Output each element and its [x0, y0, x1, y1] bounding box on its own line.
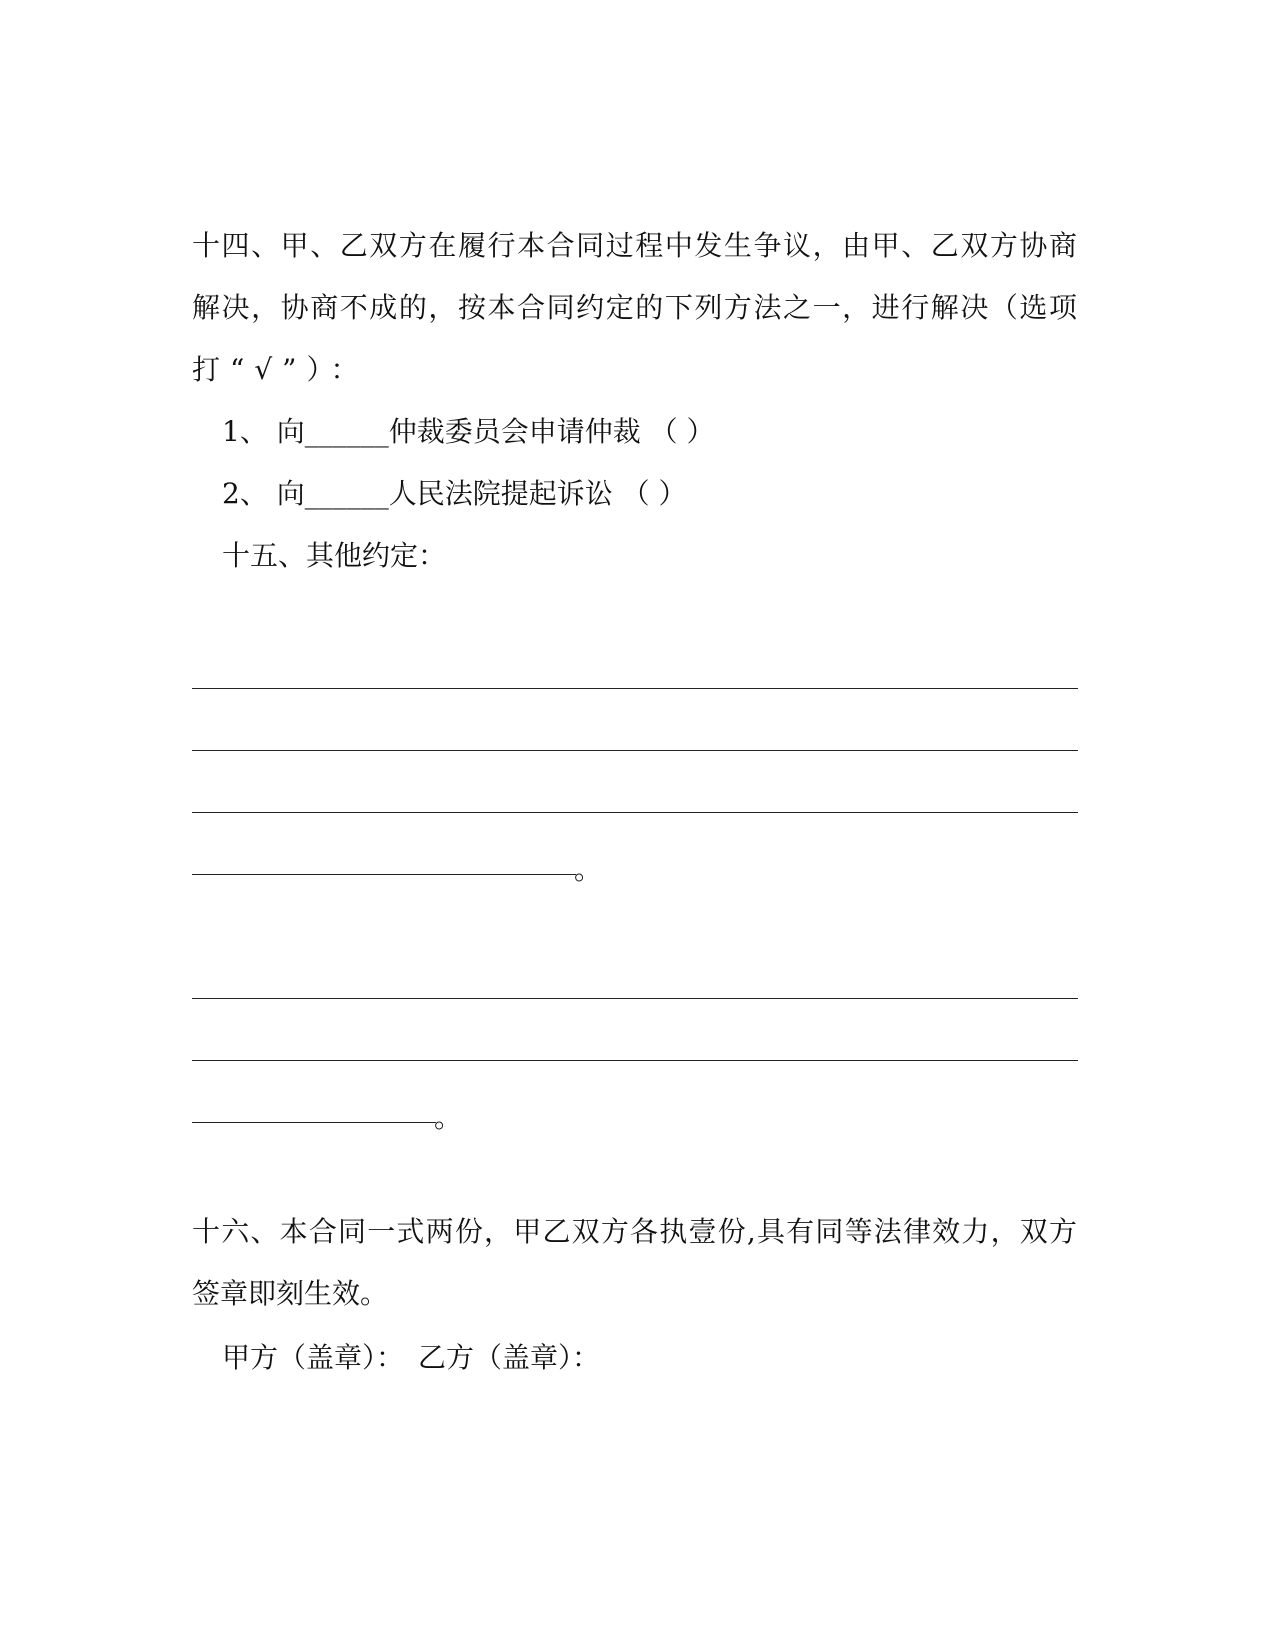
option-litigation: 2、 向______人民法院提起诉讼 （ ）	[222, 477, 687, 510]
clause-15-title: 十五、其他约定：	[222, 539, 447, 572]
blank-period: 。	[434, 1101, 463, 1134]
blank-line	[192, 812, 1078, 813]
clause-14-line-2: 解决，协商不成的，按本合同约定的下列方法之一，进行解决（选项	[192, 291, 1078, 324]
clause-14-line-1: 十四、甲、乙双方在履行本合同过程中发生争议，由甲、乙双方协商	[192, 229, 1078, 262]
blank-line	[192, 688, 1078, 689]
clause-14-line-3: 打“√”）：	[192, 353, 369, 386]
signature-line: 甲方（盖章）： 乙方（盖章）：	[222, 1341, 601, 1374]
blank-line	[192, 998, 1078, 999]
blank-line	[192, 750, 1078, 751]
clause-16-line-2: 签章即刻生效。	[192, 1277, 389, 1310]
clause-16-line-1: 十六、本合同一式两份，甲乙双方各执壹份,具有同等法律效力，双方	[192, 1215, 1078, 1248]
blank-period: 。	[574, 853, 603, 886]
option-arbitration: 1、 向______仲裁委员会申请仲裁 （ ）	[222, 415, 715, 448]
blank-line	[192, 874, 576, 875]
blank-line	[192, 1060, 1078, 1061]
blank-line	[192, 1122, 436, 1123]
